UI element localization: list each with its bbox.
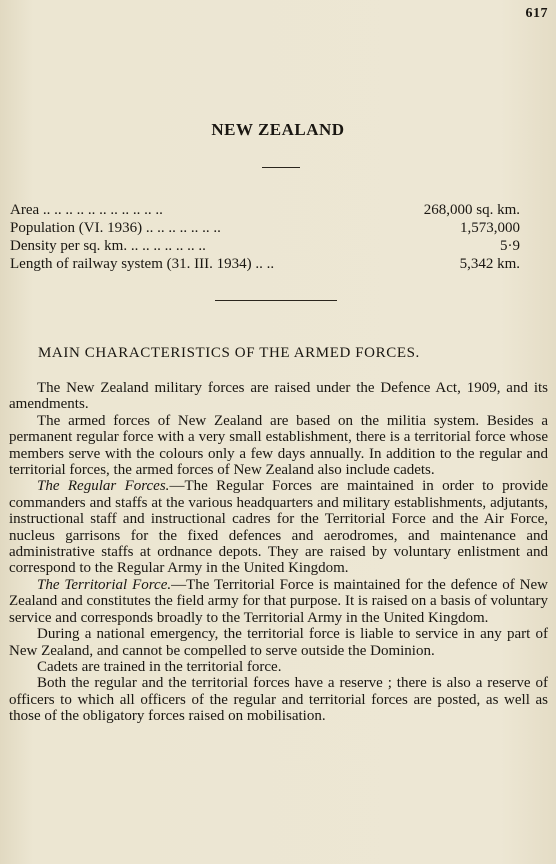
- paragraph: [9, 577, 548, 626]
- stat-label: Density per sq. km. .. .. .. .. .. .. ..: [10, 238, 206, 254]
- stat-label: Population (VI. 1936) .. .. .. .. .. .. ..: [10, 220, 221, 236]
- paragraph: [9, 626, 548, 659]
- paragraph: [9, 675, 548, 724]
- paragraph-lead: The Regular Forces.: [37, 478, 170, 495]
- stat-value: 268,000 sq. km.: [423, 202, 520, 218]
- paragraph-lead: The Territorial Force.: [37, 576, 172, 593]
- page-number: 617: [525, 6, 548, 21]
- paragraph: [9, 380, 548, 413]
- stat-label: Area .. .. .. .. .. .. .. .. .. .. ..: [10, 202, 163, 218]
- stat-row-density: [10, 237, 520, 255]
- paragraph: [9, 413, 548, 479]
- paragraph-text: The armed forces of New Zealand are based on the militia system. Besides a permanent regular force with a very small establishment, there is a territorial force whose members serve with the colours only a few days annually. In addition to the regular and territorial forces, the armed forces of New Zealand also include cadets.: [9, 412, 548, 479]
- paragraph-text: —The Regular Forces are maintained in order to provide commanders and staffs at the various headquarters and military establishments, adjutants, instructional staff and instructional cadres for the Territorial Force and the Air Force, nucleus garrisons for the fixed defences and aerodromes, and maintenance and administrative staffs at ordnance depots. They are raised by voluntary enlistment and correspond to the Regular Army in the United Kingdom.: [9, 478, 549, 577]
- paragraph: [9, 478, 548, 576]
- stat-row-population: [10, 219, 520, 237]
- section-divider: [215, 300, 337, 301]
- stat-row-railway: [10, 255, 520, 273]
- paragraph-text: The New Zealand military forces are raised under the Defence Act, 1909, and its amendments.: [9, 380, 548, 413]
- body-text: [9, 380, 548, 725]
- title-divider: [262, 167, 300, 168]
- stat-value: 5·9: [500, 238, 520, 254]
- stat-row-area: [10, 201, 520, 219]
- paragraph-text: During a national emergency, the territorial force is liable to service in any part of New Zealand, and cannot be compelled to serve outside the Dominion.: [9, 626, 548, 659]
- paragraph-text: Both the regular and the territorial forces have a reserve ; there is also a reserve of officers to which all officers of the regular and territorial forces are posted, as well as those of the obligatory forces raised on mobilisation.: [9, 675, 548, 725]
- paragraph-text: Cadets are trained in the territorial force.: [37, 658, 282, 675]
- stat-value: 1,573,000: [460, 220, 520, 236]
- paragraph-text: —The Territorial Force is maintained for the defence of New Zealand and constitutes the field army for that purpose. It is raised on a basis of voluntary service and corresponds broadly to the Territorial Army in the United Kingdom.: [9, 576, 548, 626]
- stat-value: 5,342 km.: [459, 256, 520, 272]
- page-title: NEW ZEALAND: [211, 120, 345, 139]
- statistics-table: [10, 201, 520, 273]
- stat-label: Length of railway system (31. III. 1934) .. ..: [10, 256, 275, 272]
- paragraph: [9, 659, 548, 675]
- section-heading: MAIN CHARACTERISTICS OF THE ARMED FORCES.: [38, 345, 420, 361]
